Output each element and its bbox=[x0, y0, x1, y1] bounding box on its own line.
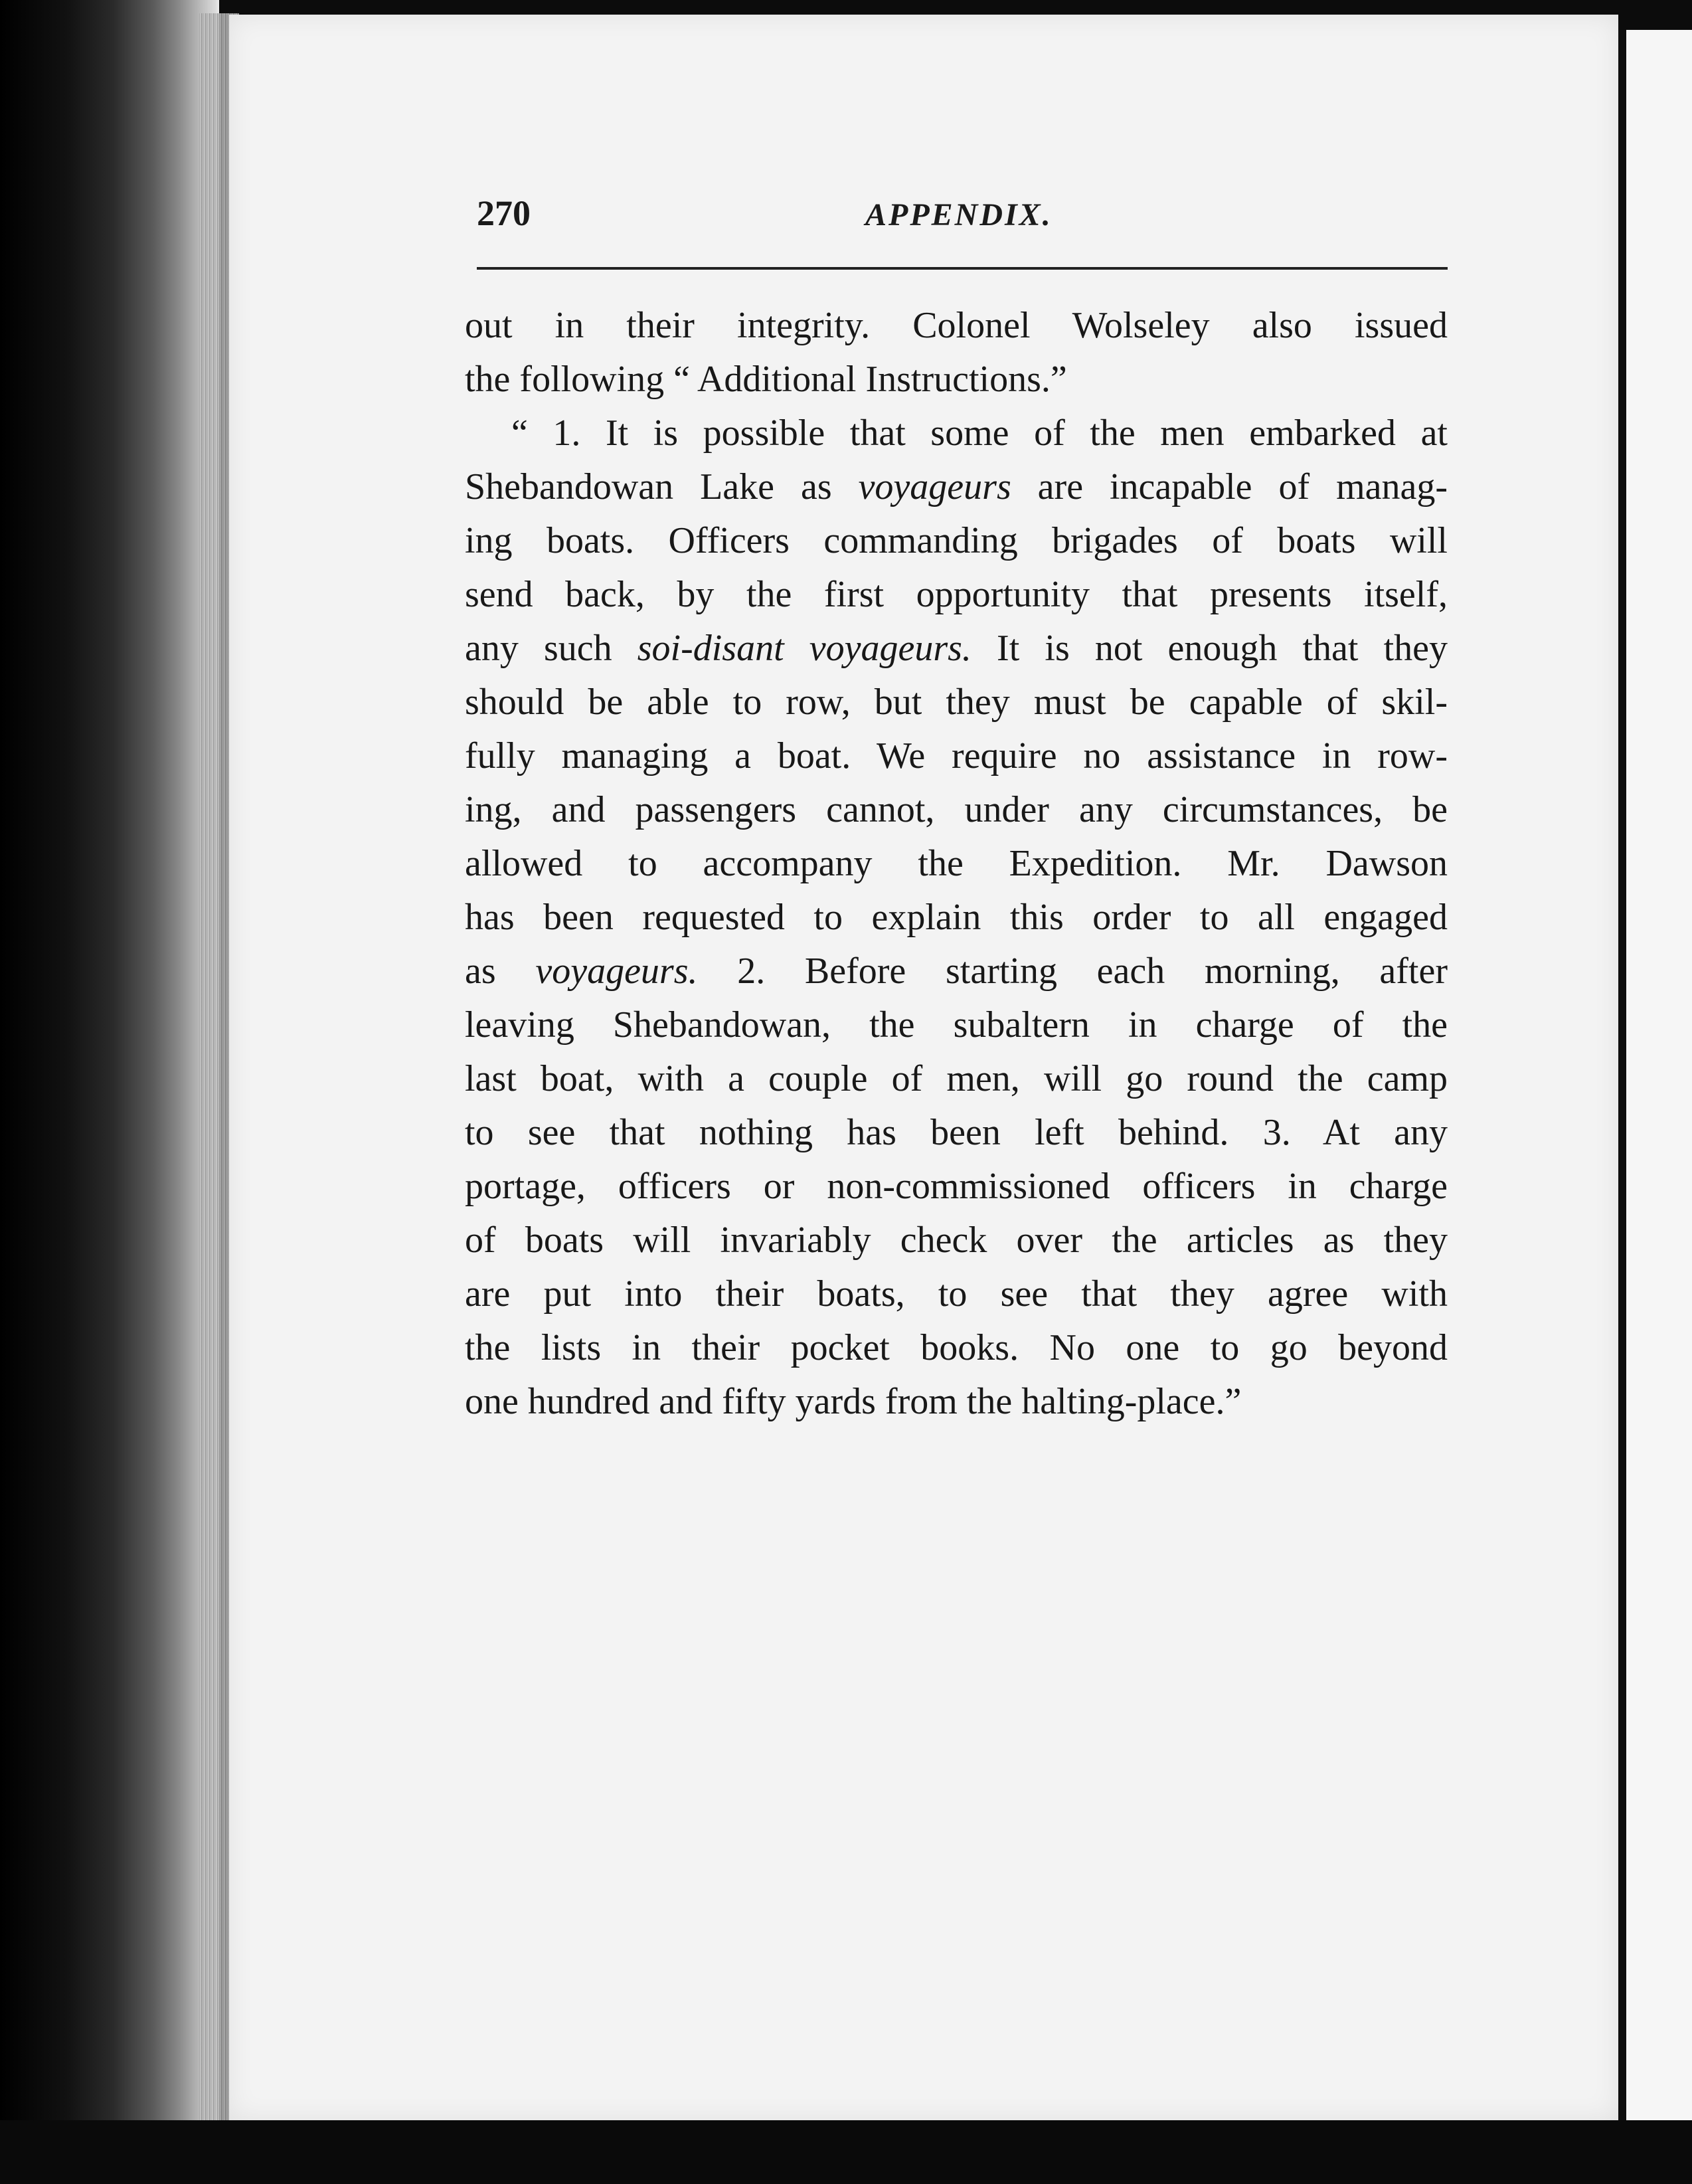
italic-term: soi-disant voyageurs. bbox=[637, 628, 972, 669]
gutter-shadow bbox=[1618, 30, 1626, 2122]
text-line: are put into their boats, to see that they agree with bbox=[465, 1273, 1448, 1315]
text-line: last boat, with a couple of men, will go round the camp bbox=[465, 1058, 1448, 1099]
text-line: has been requested to explain this order to all engaged bbox=[465, 897, 1448, 938]
text-line: the lists in their pocket books. No one to go beyond bbox=[465, 1327, 1448, 1368]
text-line: as voyageurs. 2. Before starting each morning, after bbox=[465, 951, 1448, 992]
page-header bbox=[477, 193, 1448, 246]
header-rule bbox=[477, 267, 1448, 270]
book-binding-edge bbox=[0, 0, 219, 2184]
page-number: 270 bbox=[477, 193, 531, 233]
italic-term: voyageurs bbox=[858, 466, 1011, 507]
text-line: should be able to row, but they must be capable of skil- bbox=[465, 682, 1448, 723]
running-head: APPENDIX. bbox=[865, 197, 1053, 232]
body-text bbox=[465, 299, 1448, 1429]
text-line: leaving Shebandowan, the subaltern in charge of the bbox=[465, 1004, 1448, 1046]
text-line: “ 1. It is possible that some of the men embarked at bbox=[511, 412, 1448, 454]
text-line: send back, by the first opportunity that presents itself, bbox=[465, 574, 1448, 615]
text-line: to see that nothing has been left behind. 3. At any bbox=[465, 1112, 1448, 1153]
text-line: one hundred and fifty yards from the halting-place.” bbox=[465, 1381, 1242, 1422]
text-line: out in their integrity. Colonel Wolseley also issued bbox=[465, 305, 1448, 346]
text-line: Shebandowan Lake as voyageurs are incapable of manag- bbox=[465, 466, 1448, 507]
text-line: the following “ Additional Instructions.” bbox=[465, 359, 1067, 400]
text-line: of boats will invariably check over the articles as they bbox=[465, 1220, 1448, 1261]
scan-bottom-border bbox=[0, 2120, 1692, 2184]
text-line: fully managing a boat. We require no assistance in row- bbox=[465, 735, 1448, 776]
text-line: any such soi-disant voyageurs. It is not enough that they bbox=[465, 628, 1448, 669]
text-line: portage, officers or non-commissioned officers in charge bbox=[465, 1166, 1448, 1207]
facing-page-edge bbox=[1626, 30, 1692, 2122]
italic-term: voyageurs. bbox=[535, 951, 698, 992]
text-line: ing, and passengers cannot, under any circumstances, be bbox=[465, 789, 1448, 830]
text-line: ing boats. Officers commanding brigades of boats will bbox=[465, 520, 1448, 561]
text-line: allowed to accompany the Expedition. Mr. Dawson bbox=[465, 843, 1448, 884]
